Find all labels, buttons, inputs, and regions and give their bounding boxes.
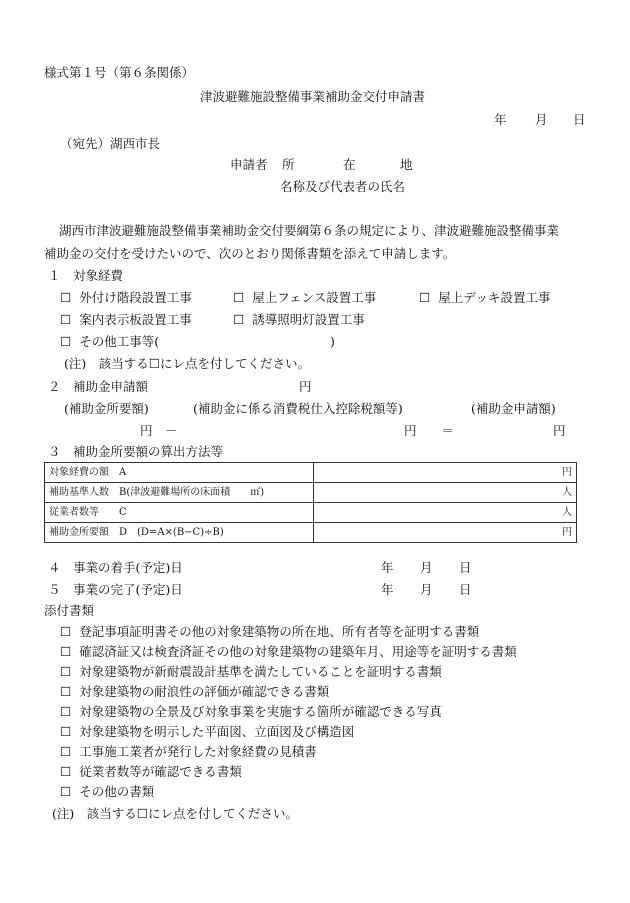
start-day: 日 (459, 560, 472, 575)
checkbox-icon[interactable]: ☐ (60, 644, 72, 659)
address-char-3: 地 (400, 157, 413, 172)
unit: 人 (562, 486, 572, 498)
intro-line-1: 湖西市津波避難施設整備事業補助金交付要綱第６条の規定により、津波避難施設整備事業 (59, 223, 560, 238)
other-close-paren: ) (330, 334, 335, 349)
start-month: 月 (420, 560, 433, 575)
attachment-label: 確認済証又は検査済証その他の対象建築物の建築年月、用途等を証明する書類 (79, 644, 517, 659)
attachments-heading: 添付書類 (44, 603, 95, 618)
table-row-value[interactable] (314, 523, 577, 543)
unit: 人 (562, 506, 572, 518)
expense-item-other[interactable] (60, 336, 159, 349)
address-char-2: 在 (343, 157, 356, 172)
expense-item[interactable] (60, 314, 192, 327)
table-row-label: 補助金所要額 D (D=A×(B−C)÷B) (45, 523, 314, 543)
addressee: （宛先）湖西市長 (60, 136, 161, 151)
application-amount-label: (補助金申請額) (471, 401, 556, 416)
section-2-heading: ２ 補助金申請額 (48, 379, 149, 394)
checkbox-icon[interactable]: ☐ (60, 334, 72, 349)
expense-item[interactable] (60, 292, 192, 305)
date-year: 年 (494, 112, 507, 127)
attachment-label: 対象建築物の全景及び対象事業を実施する箇所が確認できる写真 (79, 704, 442, 719)
checkbox-icon[interactable]: ☐ (60, 684, 72, 699)
checkbox-icon[interactable]: ☐ (60, 744, 72, 759)
table-row-label: 対象経費の額 A (45, 463, 314, 483)
required-amount-label: (補助金所要額) (64, 401, 149, 416)
section-1-heading: １ 対象経費 (48, 268, 124, 283)
table-row-label: 従業者数等 C (45, 503, 314, 523)
address-char-1: 所 (282, 157, 295, 172)
expense-item-label: 屋上フェンス設置工事 (252, 290, 377, 305)
completion-year: 年 (381, 582, 394, 597)
expense-item-label: 屋上デッキ設置工事 (438, 290, 551, 305)
attachment-item[interactable] (60, 686, 329, 699)
checkbox-icon[interactable]: ☐ (233, 290, 245, 305)
attachment-item[interactable] (60, 766, 242, 779)
completion-date-label: ５ 事業の完了(予定)日 (48, 582, 183, 597)
table-row (45, 483, 577, 503)
date-day: 日 (573, 112, 586, 127)
document-title: 津波避難施設整備事業補助金交付申請書 (200, 89, 426, 104)
checkbox-icon[interactable]: ☐ (60, 312, 72, 327)
checkbox-icon[interactable]: ☐ (233, 312, 245, 327)
attachment-item[interactable] (60, 646, 517, 659)
checkbox-icon[interactable]: ☐ (60, 704, 72, 719)
calculation-table (44, 462, 577, 543)
attachment-item[interactable] (60, 746, 317, 759)
attachment-label: 対象建築物を明示した平面図、立面図及び構造図 (79, 724, 355, 739)
attachment-item[interactable] (60, 666, 442, 679)
checkbox-icon[interactable]: ☐ (60, 784, 72, 799)
application-yen: 円 (299, 379, 312, 394)
table-row-value[interactable] (314, 483, 577, 503)
representative-name-label: 名称及び代表者の氏名 (280, 179, 406, 194)
expense-item-label: 外付け階段設置工事 (79, 290, 192, 305)
table-row-value[interactable] (314, 503, 577, 523)
attachments-note: (注) 該当する☐にレ点を付してください。 (52, 806, 298, 821)
table-row-value[interactable] (314, 463, 577, 483)
expense-item[interactable] (419, 292, 550, 305)
table-row (45, 503, 577, 523)
section-1-note: (注) 該当する☐にレ点を付してください。 (64, 356, 310, 371)
attachment-label: 従業者数等が確認できる書類 (79, 764, 242, 779)
table-row (45, 463, 577, 483)
checkbox-icon[interactable]: ☐ (60, 624, 72, 639)
intro-line-2: 補助金の交付を受けたいので、次のとおり関係書類を添えて申請します。 (44, 246, 456, 261)
unit: 円 (562, 466, 572, 478)
checkbox-icon[interactable]: ☐ (419, 290, 431, 305)
table-row (45, 523, 577, 543)
attachment-label: 対象建築物の耐浪性の評価が確認できる書類 (79, 684, 330, 699)
checkbox-icon[interactable]: ☐ (60, 664, 72, 679)
expense-item-label: その他工事等( (79, 334, 160, 349)
checkbox-icon[interactable]: ☐ (60, 724, 72, 739)
applicant-label: 申請者 (230, 157, 268, 172)
checkbox-icon[interactable]: ☐ (60, 764, 72, 779)
start-year: 年 (381, 560, 394, 575)
date-month: 月 (535, 112, 548, 127)
attachment-item[interactable] (60, 706, 442, 719)
expense-item[interactable] (233, 314, 365, 327)
attachment-item[interactable] (60, 786, 154, 799)
attachment-item[interactable] (60, 626, 479, 639)
completion-day: 日 (459, 582, 472, 597)
expense-item[interactable] (233, 292, 376, 305)
attachment-label: その他の書類 (79, 784, 155, 799)
unit: 円 (562, 526, 572, 538)
section-3-heading: ３ 補助金所要額の算出方法等 (48, 444, 224, 459)
table-row-label: 補助基準人数 B(津波避難場所の床面積 ㎡) (45, 483, 314, 503)
checkbox-icon[interactable]: ☐ (60, 290, 72, 305)
yen-equals: 円 ＝ (404, 423, 455, 438)
yen-minus: 円 － (140, 423, 178, 438)
form-number: 様式第１号（第６条関係） (44, 65, 195, 80)
expense-item-label: 誘導照明灯設置工事 (252, 312, 365, 327)
tax-deduction-label: (補助金に係る消費税仕入控除税額等) (193, 401, 403, 416)
completion-month: 月 (420, 582, 433, 597)
start-date-label: ４ 事業の着手(予定)日 (48, 560, 183, 575)
attachment-label: 登記事項証明書その他の対象建築物の所在地、所有者等を証明する書類 (79, 624, 480, 639)
attachment-item[interactable] (60, 726, 354, 739)
expense-item-label: 案内表示板設置工事 (79, 312, 192, 327)
yen-total: 円 (553, 423, 566, 438)
attachment-label: 工事施工業者が発行した対象経費の見積書 (79, 744, 317, 759)
attachment-label: 対象建築物が新耐震設計基準を満たしていることを証明する書類 (79, 664, 442, 679)
